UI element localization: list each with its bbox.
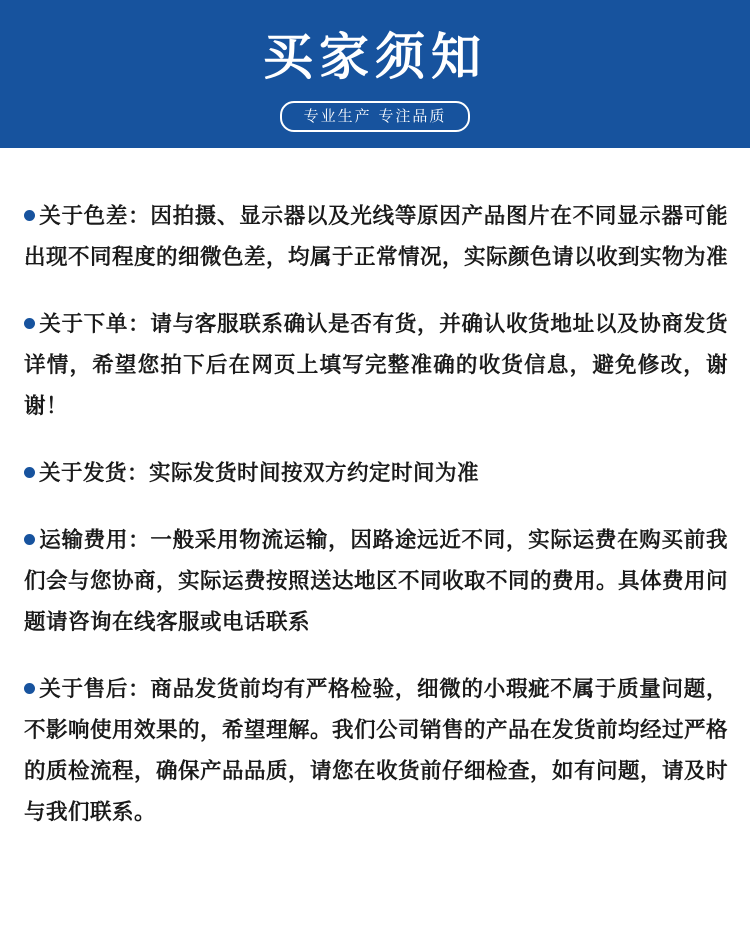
notice-label: 关于色差： — [39, 204, 151, 229]
notice-item-freight-cost — [24, 520, 728, 643]
notice-paragraph — [24, 520, 728, 643]
bullet-dot-icon — [24, 683, 35, 694]
notice-paragraph — [24, 453, 728, 494]
bullet-dot-icon — [24, 210, 35, 221]
notice-text: 商品发货前均有严格检验，细微的小瑕疵不属于质量问题，不影响使用效果的，希望理解。我们公司销售的产品在发货前均经过严格的质检流程，确保产品品质，请您在收货前仔细检查，如有问题，请及时与我们联系。 — [24, 677, 729, 825]
header-banner — [0, 0, 750, 148]
notice-label: 关于下单： — [39, 312, 151, 337]
notice-item-ordering — [24, 304, 728, 427]
notice-item-color-difference — [24, 196, 728, 278]
notice-paragraph — [24, 196, 728, 278]
notice-label: 关于售后： — [39, 677, 151, 702]
notice-text: 请与客服联系确认是否有货，并确认收货地址以及协商发货详情，希望您拍下后在网页上填写完整准确的收货信息，避免修改，谢谢！ — [24, 312, 728, 419]
notice-item-after-sales — [24, 669, 728, 833]
notice-label: 关于发货： — [39, 461, 150, 486]
notice-text: 一般采用物流运输，因路途远近不同，实际运费在购买前我们会与您协商，实际运费按照送达地区不同收取不同的费用。具体费用问题请咨询在线客服或电话联系 — [24, 528, 729, 635]
bullet-dot-icon — [24, 534, 35, 545]
notice-text: 因拍摄、显示器以及光线等原因产品图片在不同显示器可能出现不同程度的细微色差，均属于正常情况，实际颜色请以收到实物为准 — [24, 204, 729, 270]
page-title: 买家须知 — [263, 28, 487, 86]
notice-text: 实际发货时间按双方约定时间为准 — [149, 461, 480, 486]
notice-paragraph — [24, 304, 728, 427]
notice-label: 运输费用： — [39, 528, 151, 553]
bullet-dot-icon — [24, 467, 35, 478]
notice-list — [0, 148, 750, 833]
notice-paragraph — [24, 669, 728, 833]
notice-item-shipping — [24, 453, 728, 494]
banner-subtitle-badge: 专业生产 专注品质 — [280, 101, 471, 132]
bullet-dot-icon — [24, 318, 35, 329]
